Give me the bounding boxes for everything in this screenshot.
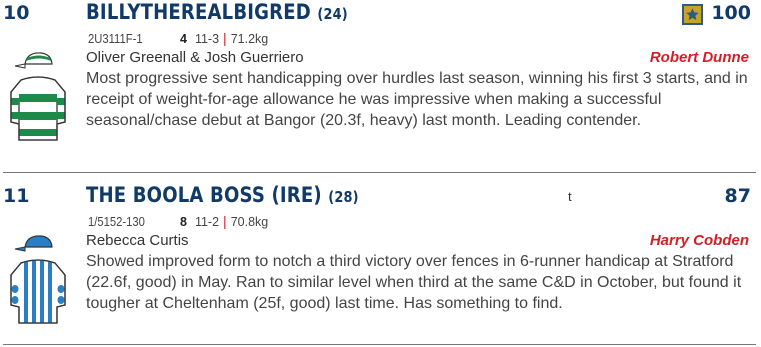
divider bbox=[3, 344, 756, 345]
horse-age: 4 bbox=[180, 32, 187, 46]
runner-comment: Showed improved form to notch a third victory over fences in 6-runner handicap at Stratford (22.6f, good) in May. Ran to similar level when third at the same C&D in October, but found it tougher at Cheltenham (25f, good) last time. Has something to find. bbox=[86, 253, 742, 312]
jockey-silks-icon bbox=[3, 50, 73, 145]
jockey-silks-icon bbox=[3, 233, 73, 328]
horse-name-text: BILLYTHEREALBIGRED bbox=[86, 0, 311, 24]
horse-name-text: THE BOOLA BOSS (IRE) bbox=[86, 183, 322, 207]
horse-age-tag: (28) bbox=[328, 188, 359, 206]
star-icon bbox=[682, 4, 703, 25]
form-row bbox=[88, 213, 268, 229]
rating: 100 bbox=[711, 2, 751, 24]
jockey-name[interactable]: Robert Dunne bbox=[649, 49, 749, 66]
trainer-name[interactable]: Rebecca Curtis bbox=[86, 232, 189, 249]
weight-stones: 11-3 bbox=[194, 32, 220, 46]
headgear-tag: t bbox=[568, 189, 572, 204]
horse-name[interactable] bbox=[86, 183, 359, 207]
divider bbox=[3, 172, 756, 173]
runner-comment: Most progressive sent handicapping over hurdles last season, winning his first 3 starts, and in receipt of weight-for-age allowance he was impressive when making a successful seasonal/chase debut at Bangor (20.3f, heavy) last month. Leading contender. bbox=[86, 70, 748, 129]
separator: | bbox=[223, 30, 227, 46]
separator: | bbox=[223, 213, 227, 229]
weight-kg: 70.8kg bbox=[230, 215, 269, 229]
runner-number: 11 bbox=[3, 185, 30, 207]
horse-age: 8 bbox=[180, 215, 187, 229]
weight-stones: 11-2 bbox=[194, 215, 220, 229]
horse-name[interactable] bbox=[86, 0, 348, 24]
trainer-name[interactable]: Oliver Greenall & Josh Guerriero bbox=[86, 49, 304, 66]
form-row bbox=[88, 30, 268, 46]
weight-kg: 71.2kg bbox=[230, 32, 269, 46]
jockey-name[interactable]: Harry Cobden bbox=[649, 232, 749, 249]
horse-age-tag: (24) bbox=[317, 5, 348, 23]
rating: 87 bbox=[724, 185, 751, 207]
form-figures: 1/5152-130 bbox=[88, 215, 145, 229]
form-figures: 2U3111F-1 bbox=[88, 32, 143, 46]
runner-number: 10 bbox=[3, 2, 30, 24]
